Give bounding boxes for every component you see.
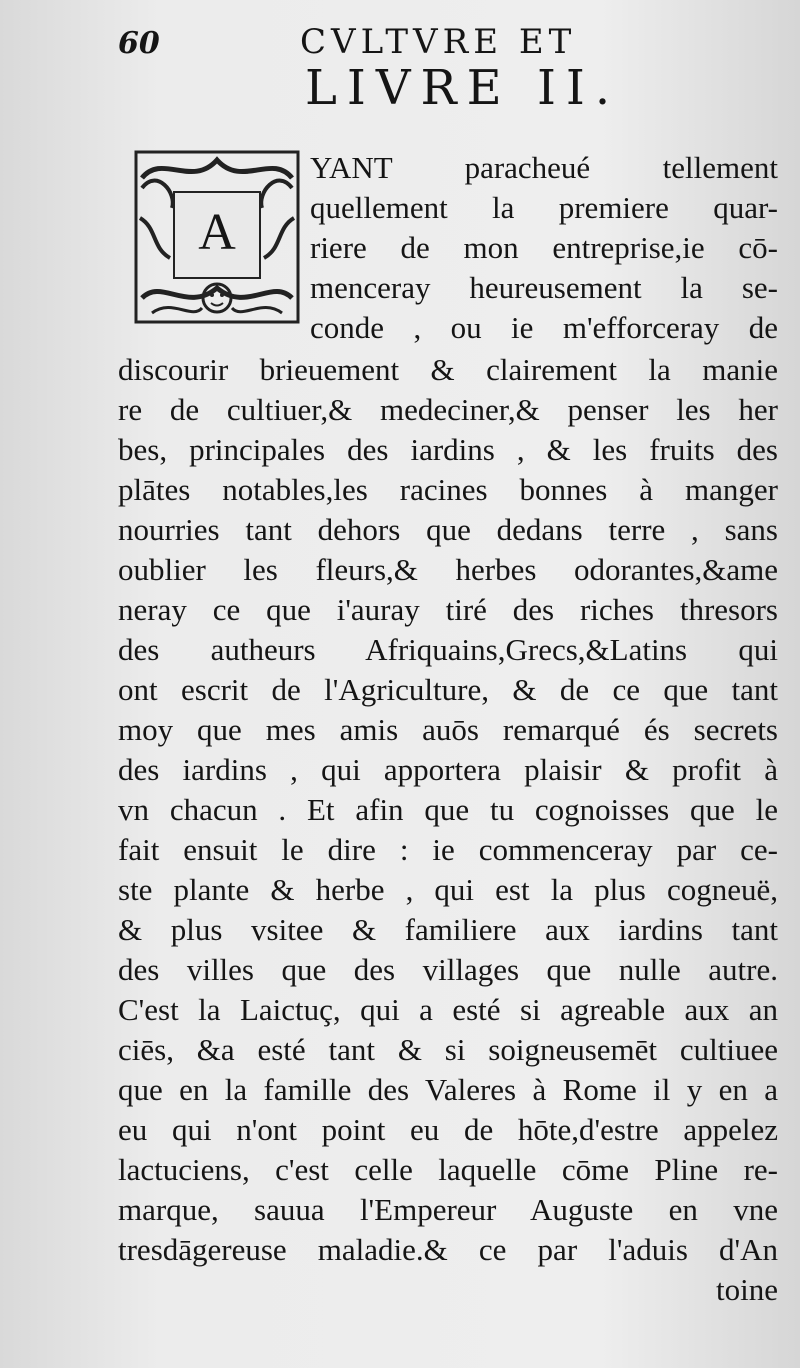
catchword: toine bbox=[716, 1272, 778, 1307]
text-line: conde , ou ie m'efforceray de bbox=[310, 310, 778, 345]
page-number: 60 bbox=[118, 26, 160, 61]
text-line: discourir brieuement & clairement la manie bbox=[118, 352, 778, 387]
text-line: vn chacun . Et afin que tu cognoisses que le bbox=[118, 792, 778, 827]
running-head: CVLTVRE ET bbox=[300, 22, 577, 62]
text-line: re de cultiuer,& medeciner,& penser les her bbox=[118, 392, 778, 427]
text-line: YANT paracheué tellement bbox=[310, 150, 778, 185]
text-line: plātes notables,les racines bonnes à manger bbox=[118, 472, 778, 507]
text-line: menceray heureusement la se- bbox=[310, 270, 778, 305]
text-line: ont escrit de l'Agriculture, & de ce que tant bbox=[118, 672, 778, 707]
text-line: moy que mes amis auōs remarqué és secrets bbox=[118, 712, 778, 747]
text-line: ste plante & herbe , qui est la plus cogneuë, bbox=[118, 872, 778, 907]
text-line: tresdāgereuse maladie.& ce par l'aduis d'An bbox=[118, 1232, 778, 1267]
text-line: marque, sauua l'Empereur Auguste en vne bbox=[118, 1192, 778, 1227]
text-line: riere de mon entreprise,ie cō- bbox=[310, 230, 778, 265]
text-line: des iardins , qui apportera plaisir & profit à bbox=[118, 752, 778, 787]
text-line: lactuciens, c'est celle laquelle cōme Pline re- bbox=[118, 1152, 778, 1187]
page-header bbox=[0, 18, 800, 118]
text-line: nourries tant dehors que dedans terre , sans bbox=[118, 512, 778, 547]
text-line: eu qui n'ont point eu de hōte,d'estre appelez bbox=[118, 1112, 778, 1147]
text-line: oublier les fleurs,& herbes odorantes,&ame bbox=[118, 552, 778, 587]
text-line: fait ensuit le dire : ie commenceray par ce- bbox=[118, 832, 778, 867]
text-line: & plus vsitee & familiere aux iardins tant bbox=[118, 912, 778, 947]
text-line: bes, principales des iardins , & les fruits des bbox=[118, 432, 778, 467]
text-line: des autheurs Afriquains,Grecs,&Latins qui bbox=[118, 632, 778, 667]
text-line: des villes que des villages que nulle autre. bbox=[118, 952, 778, 987]
text-line: quellement la premiere quar- bbox=[310, 190, 778, 225]
text-line: que en la famille des Valeres à Rome il y en a bbox=[118, 1072, 778, 1107]
initial-letter: A bbox=[198, 204, 236, 261]
book-title: LIVRE II. bbox=[305, 60, 621, 116]
decorated-initial bbox=[132, 148, 302, 326]
text-line: C'est la Laictuç, qui a esté si agreable aux an bbox=[118, 992, 778, 1027]
text-line: ciēs, &a esté tant & si soigneusemēt cultiuee bbox=[118, 1032, 778, 1067]
text-line: neray ce que i'auray tiré des riches thresors bbox=[118, 592, 778, 627]
